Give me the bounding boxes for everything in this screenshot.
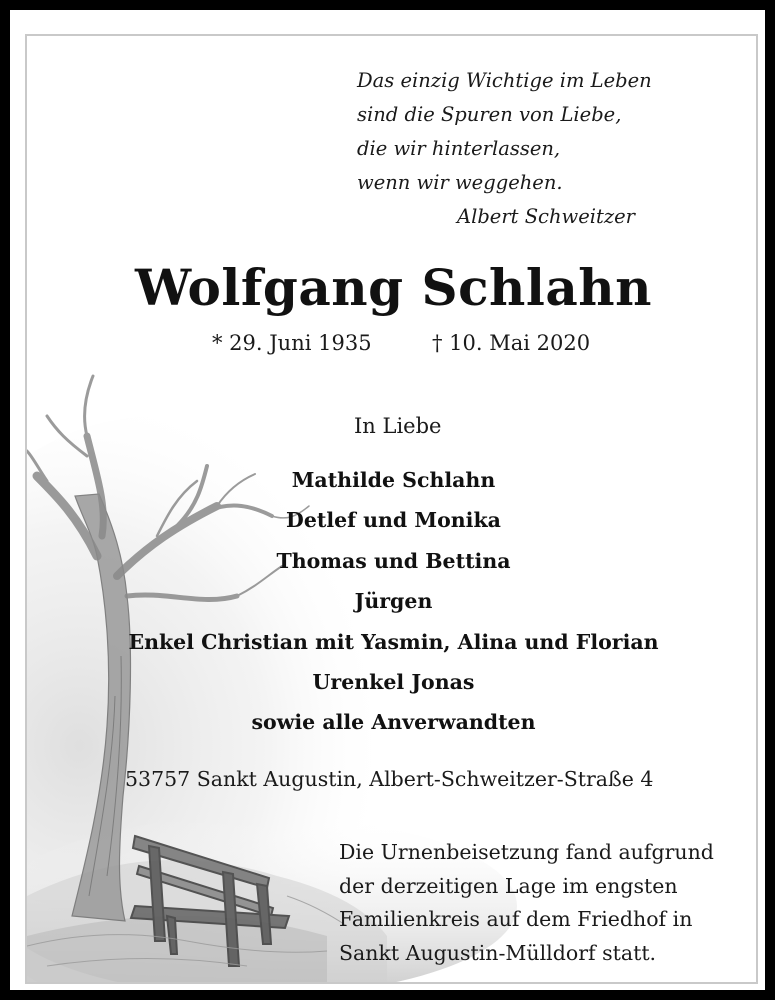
mourner-line: sowie alle Anverwandten [251, 710, 536, 735]
mourner-line: Jürgen [354, 589, 433, 614]
notice-line: Sankt Augustin-Mülldorf statt. [339, 940, 657, 965]
burial-notice [339, 836, 714, 970]
notice-line: der derzeitigen Lage im engsten [339, 873, 678, 898]
mourner-line: Mathilde Schlahn [291, 468, 496, 492]
mourner-line: Enkel Christian mit Yasmin, Alina und Florian [128, 629, 659, 654]
mourners-list [27, 460, 758, 743]
mourner-line: Thomas und Bettina [276, 548, 511, 573]
quote-line: Das einzig Wichtige im Leben [357, 69, 652, 92]
death-date: † 10. Mai 2020 [432, 331, 591, 355]
quote-line: sind die Spuren von Liebe, [357, 103, 622, 126]
notice-line: Familienkreis auf dem Friedhof in [339, 907, 693, 931]
mourner-line: Detlef und Monika [286, 508, 501, 533]
in-love-heading: In Liebe [354, 414, 442, 438]
quote-line: die wir hinterlassen, [357, 137, 561, 160]
quote-author: Albert Schweitzer [457, 205, 635, 228]
quote-block [357, 64, 747, 234]
notice-line: Die Urnenbeisetzung fand aufgrund [339, 840, 714, 864]
obituary-inner-border [25, 34, 758, 984]
birth-date: * 29. Juni 1935 [212, 331, 372, 355]
mourner-line: Urenkel Jonas [312, 670, 475, 695]
quote-line: wenn wir weggehen. [357, 171, 563, 194]
deceased-name: Wolfgang Schlahn [134, 258, 652, 317]
address: 53757 Sankt Augustin, Albert-Schweitzer-Straße 4 [125, 767, 654, 791]
